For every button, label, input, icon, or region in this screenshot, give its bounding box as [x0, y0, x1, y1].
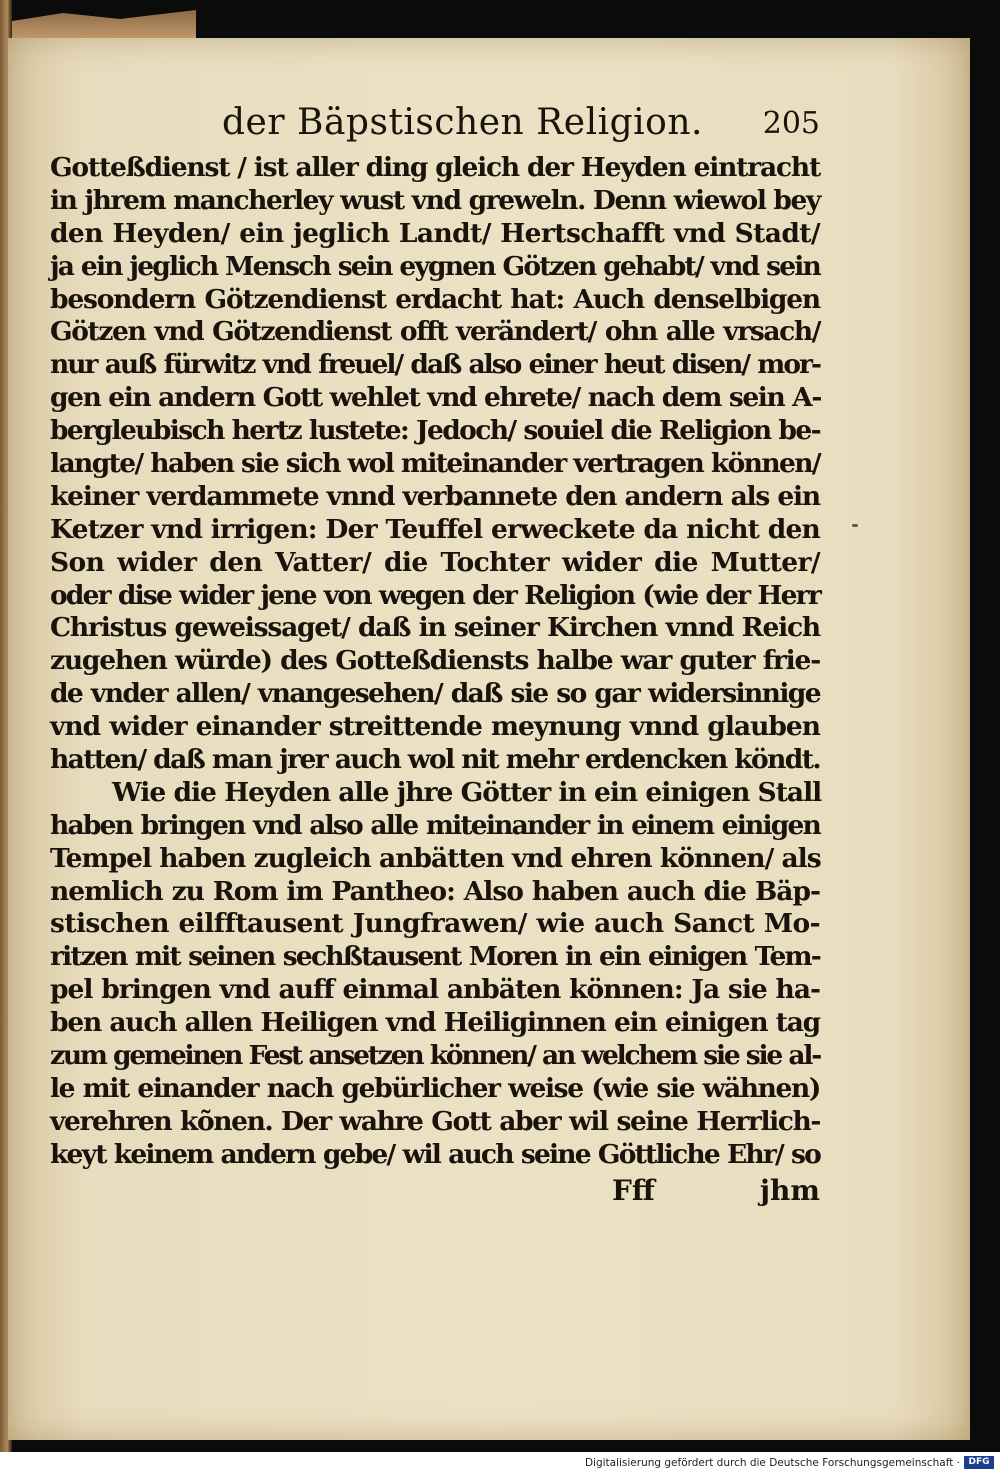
paper-speck	[852, 524, 858, 527]
text-line: in jhrem mancherley wust vnd greweln. Denn wiewol bey	[50, 184, 820, 216]
text-line: Ketzer vnd irrigen: Der Teuffel erweckete da nicht den	[50, 513, 820, 545]
text-line: bergleubisch hertz lustete: Jedoch/ souiel die Religion be-	[50, 415, 820, 447]
text-line: Tempel haben zugleich anbätten vnd ehren können/ als	[50, 842, 821, 874]
page-number: 205	[762, 106, 820, 141]
dfg-logo-icon: DFG	[964, 1456, 994, 1469]
text-line: Son wider den Vatter/ die Tochter wider die Mutter/	[50, 546, 820, 578]
running-head: der Bäpstischen Religion.	[222, 102, 703, 143]
signature-mark: Fff	[612, 1173, 655, 1207]
text-line: hatten/ daß man jrer auch wol nit mehr erdencken köndt.	[50, 744, 820, 776]
page-foot	[50, 1174, 820, 1210]
text-line: gen ein andern Gott wehlet vnd ehrete/ nach dem sein A-	[50, 382, 821, 414]
text-line: den Heyden/ ein jeglich Landt/ Hertschafft vnd Stadt/	[50, 217, 820, 249]
funding-credit: Digitalisierung gefördert durch die Deutsche Forschungsgemeinschaft ·	[584, 1457, 960, 1469]
text-line: stischen eilfftausent Jungfrawen/ wie auch Sanct Mo-	[50, 908, 820, 940]
text-line: oder dise wider jene von wegen der Religion (wie der Herr	[50, 579, 820, 611]
text-line: Götzen vnd Götzendienst offt verändert/ ohn alle vrsach/	[50, 316, 820, 348]
paragraph-start-line: Wie die Heyden alle jhre Götter in ein einigen Stall	[112, 776, 822, 808]
text-line: Christus geweissaget/ daß in seiner Kirchen vnnd Reich	[50, 612, 820, 644]
page-header	[50, 100, 820, 152]
body-text	[50, 152, 820, 1172]
text-line: nemlich zu Rom im Pantheo: Also haben auch die Bäp-	[50, 875, 820, 907]
text-line: zugehen würde) des Gotteßdiensts halbe war guter frie-	[50, 645, 820, 677]
catchword: jhm	[759, 1173, 820, 1207]
text-line: Gotteßdienst / ist aller ding gleich der Heyden eintracht	[50, 152, 820, 183]
text-line: besondern Götzendienst erdacht hat: Auch denselbigen	[50, 283, 820, 315]
text-line: le mit einander nach gebürlicher weise (wie sie wähnen)	[50, 1072, 820, 1104]
text-line: keyt keinem andern gebe/ wil auch seine Göttliche Ehr/ so	[50, 1138, 820, 1170]
text-line: nur auß fürwitz vnd freuel/ daß also einer heut disen/ mor-	[50, 349, 820, 381]
text-line: keiner verdammete vnnd verbannete den andern als ein	[50, 480, 820, 512]
text-line: haben bringen vnd also alle miteinander in einem einigen	[50, 809, 820, 841]
text-line: ja ein jeglich Mensch sein eygnen Götzen gehabt/ vnd sein	[50, 250, 820, 282]
text-line: vnd wider einander streittende meynung vnnd glauben	[50, 711, 820, 743]
page-text-block	[50, 100, 820, 1210]
text-line: verehren kõnen. Der wahre Gott aber wil seine Herrlich-	[50, 1105, 820, 1137]
text-line: de vnder allen/ vnangesehen/ daß sie so gar widersinnige	[50, 678, 820, 710]
text-line: pel bringen vnd auff einmal anbäten können: Ja sie ha-	[50, 974, 820, 1006]
text-line: langte/ haben sie sich wol miteinander vertragen können/	[50, 448, 820, 480]
text-line: ben auch allen Heiligen vnd Heiliginnen ein einigen tag	[50, 1007, 820, 1039]
digitization-footer	[0, 1452, 1000, 1474]
text-line: ritzen mit seinen sechßtausent Moren in ein einigen Tem-	[50, 941, 820, 973]
text-line: zum gemeinen Fest ansetzen können/ an welchem sie sie al-	[50, 1040, 820, 1072]
